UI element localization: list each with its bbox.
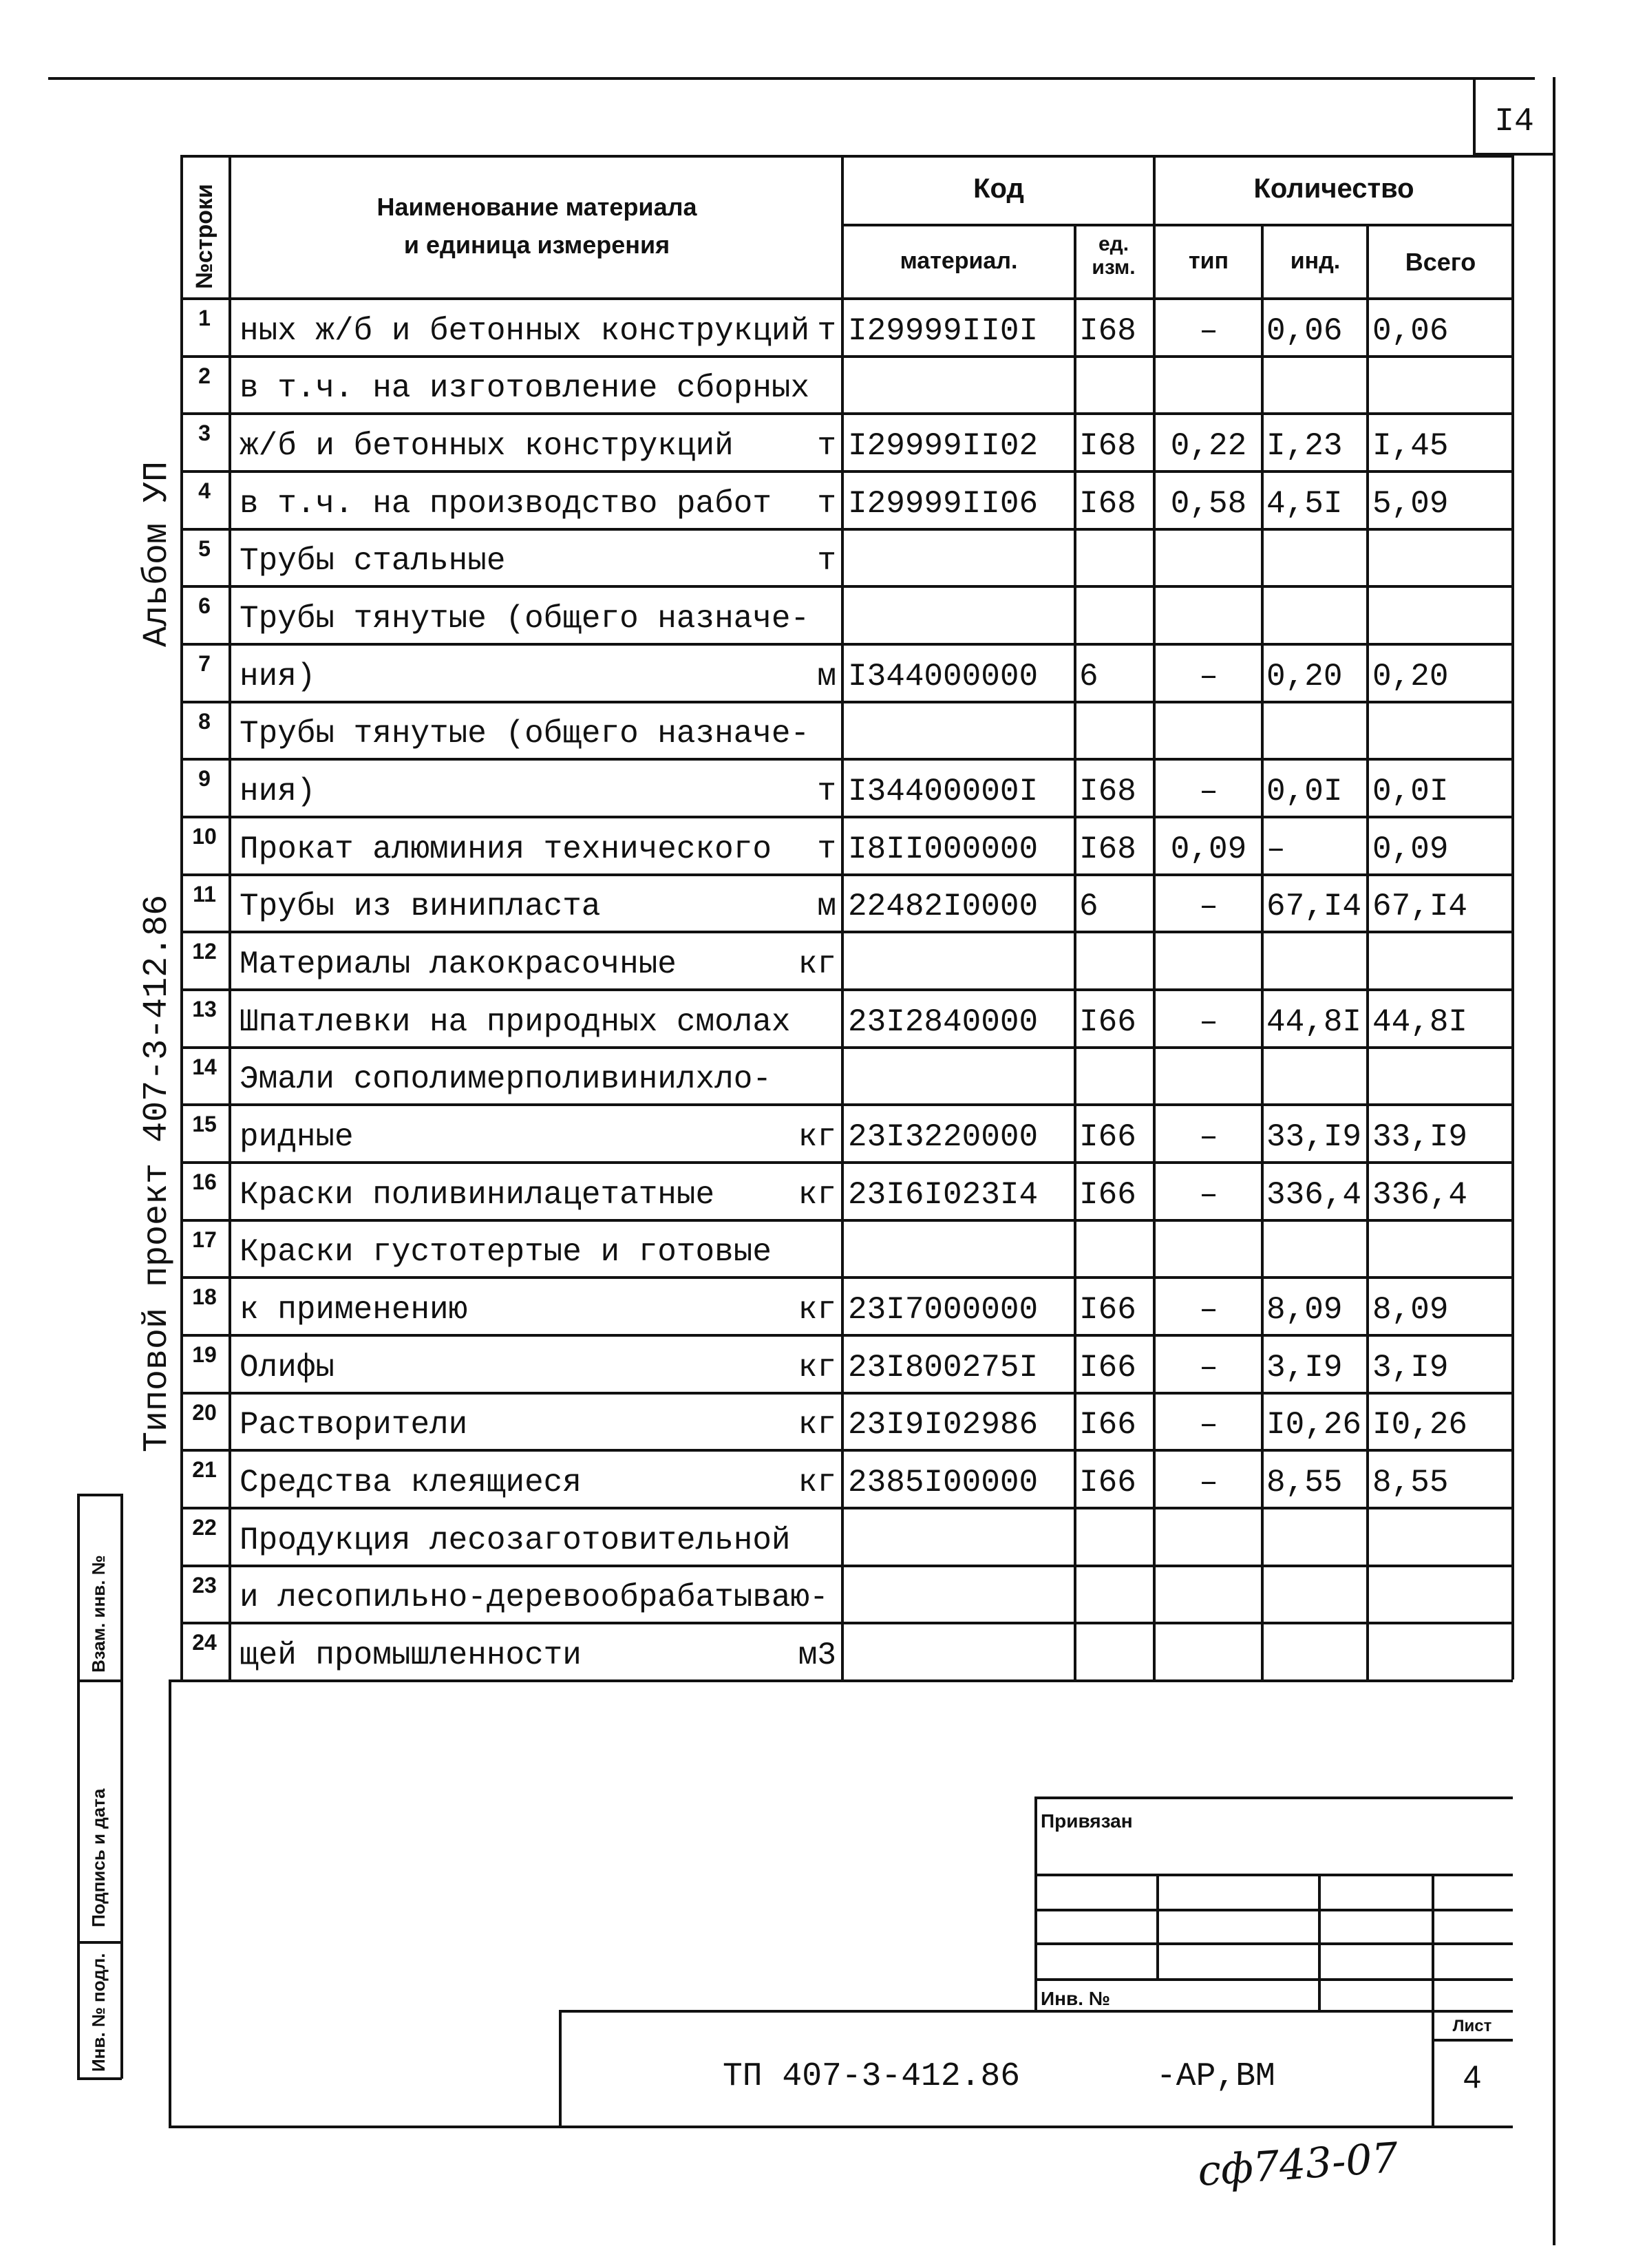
row-tip: – xyxy=(1199,1176,1218,1213)
row-divider xyxy=(180,1276,1513,1279)
row-code: 2385I00000 xyxy=(848,1465,1039,1501)
header-code-unit: ед. изм. xyxy=(1092,233,1136,279)
header-code: Код xyxy=(973,173,1024,204)
stamp-top xyxy=(77,1494,122,1496)
row-unit: т xyxy=(817,428,836,464)
row-name: Трубы из винипласта xyxy=(240,889,601,925)
row-total: 44,8I xyxy=(1372,1004,1468,1040)
row-ind: 0,20 xyxy=(1266,658,1343,695)
row-unit: т xyxy=(817,485,836,522)
row-unit: т xyxy=(817,831,836,867)
row-number: 10 xyxy=(192,824,217,849)
row-total: 67,I4 xyxy=(1372,889,1468,925)
row-ed: I66 xyxy=(1079,1292,1136,1328)
row-number: 22 xyxy=(192,1515,217,1540)
col-line-tip xyxy=(1261,224,1264,1679)
row-total: 0,09 xyxy=(1372,831,1449,867)
row-ed: I66 xyxy=(1079,1407,1136,1443)
row-unit: кг xyxy=(798,1119,836,1155)
row-name: Прокат алюминия технического xyxy=(240,831,772,867)
row-unit: м xyxy=(817,889,836,925)
row-name: Олифы xyxy=(240,1349,335,1386)
row-divider xyxy=(180,1161,1513,1164)
row-code: 23I800275I xyxy=(848,1349,1039,1386)
list-label: Лист xyxy=(1452,2017,1492,2035)
row-name: к применению xyxy=(240,1292,468,1328)
row-unit: кг xyxy=(798,946,836,982)
stamp-right xyxy=(120,1494,123,2079)
row-divider xyxy=(180,528,1513,531)
row-ind: 0,0I xyxy=(1266,774,1343,809)
row-unit: кг xyxy=(798,1407,836,1443)
row-ed: I68 xyxy=(1079,831,1136,867)
row-ind: 4,5I xyxy=(1266,485,1343,522)
row-name: Трубы стальные xyxy=(240,543,506,580)
album-label: Альбом УП xyxy=(138,460,177,647)
tb-col-2 xyxy=(1318,1874,1321,2011)
row-ed: I66 xyxy=(1079,1119,1136,1155)
row-name: в т.ч. на производство работ xyxy=(240,485,772,522)
row-number: 11 xyxy=(193,881,216,907)
row-number: 19 xyxy=(192,1342,217,1367)
header-subline xyxy=(841,224,1513,226)
frame-right xyxy=(1553,77,1555,2245)
col-line-code xyxy=(1074,224,1076,1679)
row-divider xyxy=(180,1334,1513,1337)
row-total: 3,I9 xyxy=(1372,1349,1449,1386)
stamp-strip-bottom xyxy=(169,2126,1513,2128)
header-row-no: №строки xyxy=(191,184,217,289)
header-name-line1: Наименование материала xyxy=(376,193,697,221)
header-name-line2: и единица измерения xyxy=(403,231,670,259)
row-name: Краски поливинилацетатные xyxy=(240,1176,715,1213)
row-ed: I68 xyxy=(1079,312,1136,349)
header-bottom xyxy=(180,297,1513,300)
row-number: 8 xyxy=(198,708,211,734)
row-tip: 0,58 xyxy=(1170,485,1247,522)
row-number: 21 xyxy=(192,1457,217,1483)
list-box-sep xyxy=(1432,2039,1513,2042)
row-number: 17 xyxy=(192,1227,217,1252)
row-name: Шпатлевки на природных смолах xyxy=(240,1004,791,1040)
row-divider xyxy=(180,1449,1513,1452)
row-divider xyxy=(180,1565,1513,1567)
row-unit: м3 xyxy=(798,1638,836,1673)
stamp-sep-1 xyxy=(77,1679,122,1682)
corner-box-left xyxy=(1473,77,1476,154)
row-tip: – xyxy=(1199,889,1218,925)
top-rule xyxy=(48,77,1535,80)
frame-left-lower xyxy=(169,1679,171,2127)
row-divider xyxy=(180,355,1513,358)
row-number: 5 xyxy=(198,536,211,561)
tb-top xyxy=(1034,1797,1513,1799)
row-divider xyxy=(180,1622,1513,1624)
header-quantity: Количество xyxy=(1253,173,1414,204)
row-divider xyxy=(180,1103,1513,1106)
row-ind: I0,26 xyxy=(1266,1407,1362,1443)
row-tip: – xyxy=(1199,1119,1218,1155)
row-divider xyxy=(180,816,1513,818)
stamp-strip-left xyxy=(559,2010,562,2127)
tb-line-3 xyxy=(1034,1942,1513,1945)
row-number: 24 xyxy=(192,1630,217,1655)
row-name: ридные xyxy=(240,1119,354,1155)
row-divider xyxy=(180,1507,1513,1509)
stamp-strip-top xyxy=(559,2010,1513,2013)
stamp-bottom xyxy=(77,2077,122,2080)
row-ind: 44,8I xyxy=(1266,1004,1362,1040)
row-tip: – xyxy=(1199,1349,1218,1386)
row-divider xyxy=(180,1219,1513,1222)
row-ind: 336,4 xyxy=(1266,1176,1362,1213)
sheet-corner-number: I4 xyxy=(1494,103,1534,140)
row-name: ния) xyxy=(240,658,316,695)
table-bottom-border xyxy=(169,1679,1513,1682)
row-tip: – xyxy=(1199,1292,1218,1328)
row-name: Трубы тянутые (общего назначе- xyxy=(240,716,810,752)
row-number: 6 xyxy=(198,593,211,619)
row-total: I,45 xyxy=(1372,428,1449,464)
row-number: 9 xyxy=(198,766,211,792)
row-tip: – xyxy=(1199,312,1218,349)
row-code: 23I3220000 xyxy=(848,1119,1039,1155)
row-code: 23I7000000 xyxy=(848,1292,1039,1328)
stamp-left xyxy=(77,1494,80,2079)
row-code: I344000000 xyxy=(848,658,1039,695)
row-unit: т xyxy=(817,312,836,349)
row-unit: кг xyxy=(798,1465,836,1501)
row-unit: т xyxy=(817,543,836,580)
row-ed: I68 xyxy=(1079,774,1136,809)
row-code: I29999II0I xyxy=(848,312,1039,349)
row-total: I0,26 xyxy=(1372,1407,1468,1443)
row-code: 22482I0000 xyxy=(848,889,1039,925)
row-number: 14 xyxy=(192,1054,217,1079)
row-ind: 67,I4 xyxy=(1266,889,1362,925)
stamp-podpis-data: Подпись и дата xyxy=(88,1788,109,1927)
row-tip: – xyxy=(1199,1407,1218,1443)
row-name: ж/б и бетонных конструкций xyxy=(240,428,734,464)
row-name: Эмали сополимерполивинилхло- xyxy=(240,1061,772,1098)
row-ed: I66 xyxy=(1079,1004,1136,1040)
row-ind: 0,06 xyxy=(1266,312,1343,349)
row-code: 23I9I02986 xyxy=(848,1407,1039,1443)
stamp-inv-podl: Инв. № подл. xyxy=(88,1953,109,2072)
stamp-vzam-inv: Взам. инв. № xyxy=(88,1555,109,1673)
row-ed: 6 xyxy=(1079,889,1098,925)
row-total: 336,4 xyxy=(1372,1176,1468,1213)
row-total: 8,55 xyxy=(1372,1465,1449,1501)
row-name: ных ж/б и бетонных конструкций xyxy=(240,312,810,349)
row-unit: кг xyxy=(798,1292,836,1328)
row-divider xyxy=(180,988,1513,991)
header-qty-total: Всего xyxy=(1405,248,1476,276)
row-name: ния) xyxy=(240,774,316,809)
row-ind: 3,I9 xyxy=(1266,1349,1343,1386)
footer-note: сф743-07 xyxy=(1196,2133,1400,2196)
row-number: 12 xyxy=(192,939,217,964)
row-name: Продукция лесозаготовительной xyxy=(240,1522,791,1558)
doc-code: ТП 407-3-412.86 xyxy=(723,2058,1021,2095)
row-ed: 6 xyxy=(1079,658,1098,695)
row-name: щей промышленности xyxy=(240,1638,582,1673)
row-name: в т.ч. на изготовление сборных xyxy=(240,370,810,407)
row-code: I29999II06 xyxy=(848,485,1039,522)
table-top-border xyxy=(180,155,1513,158)
row-code: I34400000I xyxy=(848,774,1039,809)
stamp-sep-2 xyxy=(77,1941,122,1944)
row-number: 20 xyxy=(192,1399,217,1425)
header-code-material: материал. xyxy=(900,248,1018,274)
row-divider xyxy=(180,758,1513,761)
row-total: 33,I9 xyxy=(1372,1119,1468,1155)
tb-line-1 xyxy=(1034,1874,1513,1876)
row-ed: I68 xyxy=(1079,428,1136,464)
row-divider xyxy=(180,1046,1513,1049)
col-line-ind xyxy=(1366,224,1369,1679)
row-name: Трубы тянутые (общего назначе- xyxy=(240,601,810,637)
row-tip: 0,22 xyxy=(1170,428,1247,464)
row-name: и лесопильно-деревообрабатываю- xyxy=(240,1580,829,1616)
row-unit: м xyxy=(817,658,836,695)
row-total: 0,06 xyxy=(1372,312,1449,349)
row-name: Средства клеящиеся xyxy=(240,1465,582,1501)
row-name: Краски густотертые и готовые xyxy=(240,1234,772,1271)
row-ind: I,23 xyxy=(1266,428,1343,464)
row-ed: I68 xyxy=(1079,485,1136,522)
row-name: Материалы лакокрасочные xyxy=(240,946,677,982)
row-number: 4 xyxy=(198,478,211,503)
row-code: I8II000000 xyxy=(848,831,1039,867)
row-divider xyxy=(180,873,1513,876)
header-qty-ind: инд. xyxy=(1290,248,1341,274)
row-number: 3 xyxy=(198,421,211,446)
tb-privyazan: Привязан xyxy=(1041,1810,1133,1832)
row-number: 16 xyxy=(192,1169,217,1194)
row-ed: I66 xyxy=(1079,1176,1136,1213)
tb-col-1 xyxy=(1156,1874,1159,1978)
row-ed: I66 xyxy=(1079,1465,1136,1501)
row-unit: кг xyxy=(798,1349,836,1386)
row-number: 23 xyxy=(192,1572,217,1598)
row-total: 8,09 xyxy=(1372,1292,1449,1328)
row-tip: – xyxy=(1199,1004,1218,1040)
row-total: 0,20 xyxy=(1372,658,1449,695)
tb-inv-no: Инв. № xyxy=(1041,1988,1111,2009)
project-label: Типовой проект 407-3-412.86 xyxy=(138,894,177,1452)
row-tip: – xyxy=(1199,774,1218,809)
row-divider xyxy=(180,470,1513,473)
header-qty-tip: тип xyxy=(1188,248,1229,274)
row-name: Растворители xyxy=(240,1407,468,1443)
doc-suffix: -АР,ВМ xyxy=(1156,2058,1275,2095)
row-number: 18 xyxy=(192,1284,217,1310)
row-divider xyxy=(180,585,1513,588)
row-number: 7 xyxy=(198,651,211,676)
row-code: I29999II02 xyxy=(848,428,1039,464)
row-tip: 0,09 xyxy=(1170,831,1247,867)
row-total: 0,0I xyxy=(1372,774,1449,809)
row-divider xyxy=(180,1392,1513,1395)
row-tip: – xyxy=(1199,658,1218,695)
row-divider xyxy=(180,412,1513,415)
row-divider xyxy=(180,931,1513,933)
row-ind: 8,09 xyxy=(1266,1292,1343,1328)
row-ind: – xyxy=(1266,831,1286,867)
row-ind: 8,55 xyxy=(1266,1465,1343,1501)
row-unit: т xyxy=(817,774,836,809)
row-tip: – xyxy=(1199,1465,1218,1501)
row-divider xyxy=(180,643,1513,646)
row-divider xyxy=(180,701,1513,703)
row-number: 2 xyxy=(198,363,211,388)
row-code: 23I6I023I4 xyxy=(848,1176,1039,1213)
row-total: 5,09 xyxy=(1372,485,1449,522)
tb-line-4 xyxy=(1034,1978,1513,1981)
row-unit: кг xyxy=(798,1176,836,1213)
row-ind: 33,I9 xyxy=(1266,1119,1362,1155)
tb-line-2 xyxy=(1034,1909,1513,1911)
row-number: 1 xyxy=(198,306,211,330)
row-code: 23I2840000 xyxy=(848,1004,1039,1040)
row-number: 13 xyxy=(192,997,217,1021)
row-number: 15 xyxy=(192,1112,217,1137)
row-ed: I66 xyxy=(1079,1349,1136,1386)
list-number: 4 xyxy=(1463,2059,1481,2095)
